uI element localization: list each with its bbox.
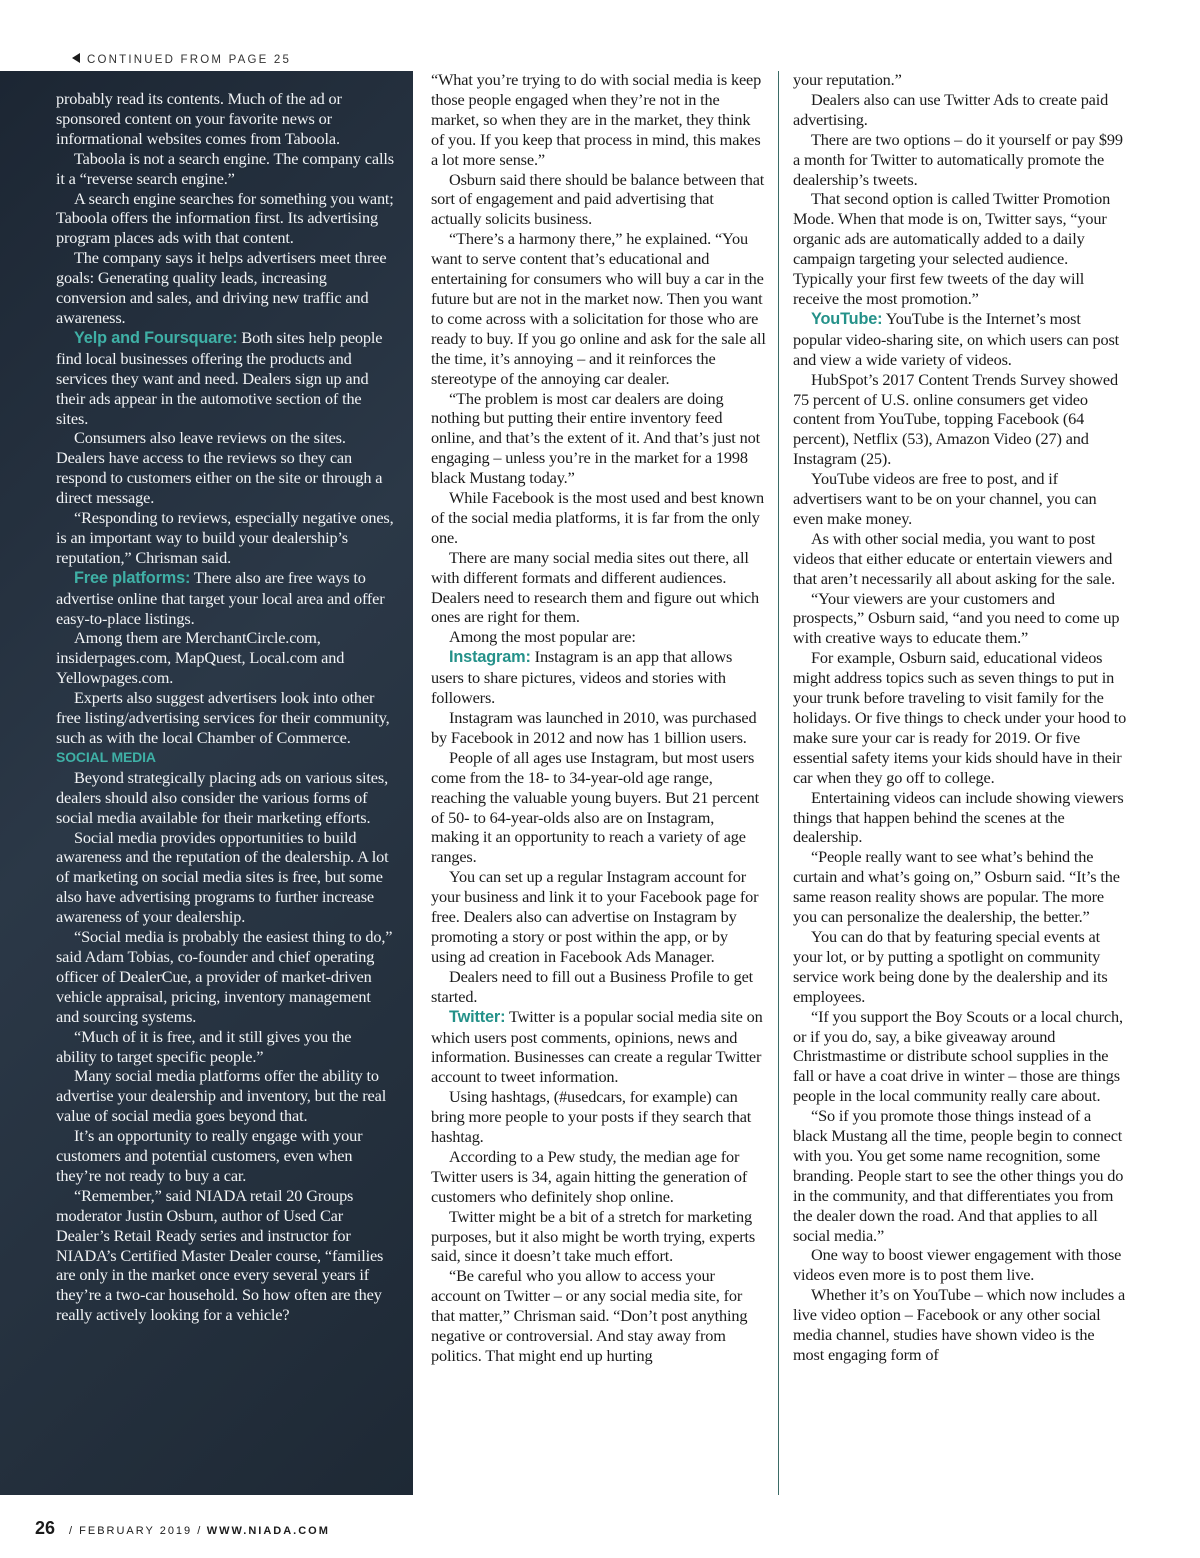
issue-date: / FEBRUARY 2019 /: [69, 1525, 203, 1537]
paragraph-text: “People really want to see what’s behind the curtain and what’s going on,” Osburn said. “It’s the same reason reality shows are popular. The more you can personalize the dealership, the better.”: [793, 847, 1120, 927]
paragraph: [56, 828, 394, 928]
paragraph: [793, 1007, 1129, 1107]
paragraph: [431, 170, 766, 230]
paragraph: [793, 70, 1129, 90]
paragraph: [793, 589, 1129, 649]
paragraph: [56, 688, 394, 748]
paragraph-text: For example, Osburn said, educational videos might address topics such as seven things to put in your trunk before traveling to visit family for the holidays. Or five things to check under your hood to make sure your car is ready for 2019. Or five essential safety items your kids should have in their car when they go off to college.: [793, 648, 1127, 787]
paragraph-text: “Be careful who you allow to access your account on Twitter – or any social media site, for that matter,” Chrisman said. “Don’t post anything negative or controversial. And stay away from politics. That might end up hurting: [431, 1266, 748, 1365]
paragraph: [56, 149, 394, 189]
paragraph-text: your reputation.”: [793, 70, 902, 89]
paragraph: [793, 788, 1129, 848]
paragraph: [793, 309, 1129, 370]
continued-text: CONTINUED FROM PAGE 25: [87, 54, 292, 66]
run-in-heading: YouTube:: [811, 309, 883, 328]
paragraph-text: Twitter might be a bit of a stretch for marketing purposes, but it also might be worth trying, experts said, since it doesn’t take much effort.: [431, 1206, 756, 1266]
paragraph: [793, 130, 1129, 190]
paragraph: [56, 628, 394, 688]
paragraph-text: “Remember,” said NIADA retail 20 Groups moderator Justin Osburn, author of Used Car Dealer’s Retail Ready series and instructor for NIADA’s Certified Master Dealer course, “families are only in the market once every several years if they’re a two-car household. So how often are they really actively looking for a vehicle?: [56, 1185, 384, 1325]
paragraph: [793, 370, 1129, 470]
paragraph: [56, 428, 394, 508]
website-url[interactable]: WWW.NIADA.COM: [206, 1525, 330, 1537]
paragraph-text: Among them are MerchantCircle.com, insiderpages.com, MapQuest, Local.com and Yellowpages.com.: [56, 628, 345, 688]
paragraph: [793, 1106, 1129, 1245]
article-column-3: [793, 70, 1129, 1365]
continued-from-label: [72, 53, 291, 66]
column-1-part-2: [56, 768, 394, 1325]
paragraph-text: One way to boost viewer engagement with those videos even more is to post them live.: [793, 1245, 1122, 1285]
paragraph: [56, 927, 394, 1027]
paragraph: [56, 89, 394, 149]
paragraph-text: You can set up a regular Instagram account for your business and link it to your Facebook page for free. Dealers also can advertise on Instagram by promoting a story or post within the app, or by using ad creation in Facebook Ads Manager.: [431, 867, 759, 966]
paragraph-text: There are two options – do it yourself or pay $99 a month for Twitter to automatically promote the dealership’s tweets.: [793, 129, 1123, 189]
paragraph-text: While Facebook is the most used and best known of the social media platforms, it is far from the only one.: [431, 488, 765, 547]
paragraph-text: HubSpot’s 2017 Content Trends Survey showed 75 percent of U.S. online consumers get video content from YouTube, topping Facebook (64 percent), Netflix (53), Amazon Video (27) and Instagram (25).: [793, 369, 1118, 469]
paragraph-text: There also are free ways to advertise online that target your local area and offer easy-to-place listings.: [56, 567, 385, 628]
paragraph-text: There are many social media sites out there, all with different formats and different audiences. Dealers need to research them and figure out which ones are right for them.: [431, 547, 759, 627]
paragraph: [793, 90, 1129, 130]
paragraph-text: Social media provides opportunities to build awareness and the reputation of the dealership. A lot of marketing on social media sites is free, but some also have advertising programs to further increase awareness of your dealership.: [56, 827, 389, 927]
paragraph-text: YouTube videos are free to post, and if advertisers want to be on your channel, you can even make money.: [793, 469, 1097, 528]
paragraph-text: Using hashtags, (#usedcars, for example) can bring more people to your posts if they search that hashtag.: [431, 1087, 752, 1147]
paragraph: [56, 508, 394, 568]
paragraph: [431, 1147, 766, 1207]
paragraph: [431, 1207, 766, 1267]
paragraph: [431, 1266, 766, 1366]
paragraph: [431, 1087, 766, 1147]
paragraph-text: YouTube is the Internet’s most popular video-sharing site, on which users can post and view a wide variety of videos.: [793, 308, 1120, 369]
paragraph: [56, 1126, 394, 1186]
paragraph: [56, 1027, 394, 1067]
paragraph-text: Dealers also can use Twitter Ads to create paid advertising.: [793, 89, 1109, 129]
paragraph: [56, 189, 394, 249]
paragraph-text: Osburn said there should be balance between that sort of engagement and paid advertising that actually solicits business.: [431, 169, 765, 229]
paragraph-text: “There’s a harmony there,” he explained. “You want to serve content that’s educational and entertaining for consumers who will buy a car in the future but are not in the market now. Then you want to come across with a solicitation for those who are ready to buy. If you go online and ask for the sale all the time, it’s annoying – and it reinforces the stereotype of the annoying car dealer.: [431, 229, 766, 388]
paragraph-text: Many social media platforms offer the ability to advertise your dealership and inventory, but the real value of social media goes beyond that.: [56, 1066, 387, 1126]
paragraph-text: Instagram is an app that allows users to share pictures, videos and stories with followers.: [431, 647, 733, 708]
paragraph-text: A search engine searches for something you want; Taboola offers the information first. Its advertising program places ads with that content.: [56, 188, 394, 248]
paragraph: [793, 648, 1129, 787]
column-1-part-1: [56, 89, 394, 748]
paragraph-text: “Much of it is free, and it still gives you the ability to target specific people.”: [56, 1026, 352, 1066]
paragraph: [431, 748, 766, 867]
paragraph: [431, 70, 766, 170]
paragraph-text: As with other social media, you want to post videos that either educate or entertain viewers and that aren’t necessarily all about asking for the sale.: [793, 528, 1116, 588]
left-arrow-icon: [72, 53, 80, 63]
paragraph: [793, 529, 1129, 589]
paragraph-text: probably read its contents. Much of the ad or sponsored content on your favorite news or informational websites comes from Taboola.: [56, 89, 342, 148]
run-in-heading: Free platforms:: [74, 568, 191, 587]
paragraph-text: “Social media is probably the easiest thing to do,” said Adam Tobias, co-founder and chief operating officer of DealerCue, a provider of market-driven vehicle appraisal, pricing, inventory management and sourcing systems.: [56, 927, 393, 1026]
paragraph-text: Taboola is not a search engine. The company calls it a “reverse search engine.”: [56, 148, 394, 188]
run-in-heading: Twitter:: [449, 1007, 506, 1026]
paragraph-text: Whether it’s on YouTube – which now includes a live video option – Facebook or any other social media channel, studies have shown video is the most engaging form of: [793, 1285, 1126, 1364]
paragraph-text: Beyond strategically placing ads on various sites, dealers should also consider the various forms of social media available for their marketing efforts.: [56, 767, 388, 827]
paragraph-text: You can do that by featuring special events at your lot, or by putting a spotlight on community service work being done by the dealership and its employees.: [793, 926, 1108, 1006]
paragraph: [431, 867, 766, 967]
paragraph: [793, 1285, 1129, 1365]
paragraph-text: “So if you promote those things instead of a black Mustang all the time, people begin to connect with you. You get some name recognition, some branding. People start to see the other things you do in the community, and that differentiates you from the dealer down the road. And that applies to all social media.”: [793, 1106, 1124, 1245]
paragraph-text: Both sites help people find local businesses offering the products and services they want and need. Dealers sign up and their ads appear in the automotive section of the sites.: [56, 327, 383, 428]
paragraph-text: People of all ages use Instagram, but most users come from the 18- to 34-year-old age range, reaching the valuable young buyers. But 21 percent of 50- to 64-year-olds also are on Instagram, making it an opportunity to reach a variety of age ranges.: [431, 747, 759, 867]
section-heading-social-media: SOCIAL MEDIA: [56, 748, 156, 765]
paragraph-text: It’s an opportunity to really engage with your customers and potential customers, even when they’re not ready to buy a car.: [56, 1126, 363, 1185]
paragraph: [431, 1007, 766, 1088]
paragraph: [431, 627, 766, 647]
paragraph: [431, 708, 766, 748]
paragraph-text: “Your viewers are your customers and prospects,” Osburn said, “and you need to come up with creative ways to educate them.”: [793, 588, 1120, 648]
paragraph-text: Consumers also leave reviews on the sites. Dealers have access to the reviews so they can respond to customers either on the site or through a direct message.: [56, 428, 383, 508]
page-footer: [35, 1518, 330, 1539]
paragraph: [793, 847, 1129, 927]
paragraph: [431, 229, 766, 388]
paragraph: [56, 1186, 394, 1325]
paragraph-text: Instagram was launched in 2010, was purchased by Facebook in 2012 and now has 1 billion users.: [431, 708, 757, 747]
article-column-1: [56, 89, 394, 1325]
paragraph: [56, 568, 394, 629]
paragraph-text: Entertaining videos can include showing viewers things that happen behind the scenes at the dealership.: [793, 787, 1124, 847]
paragraph: [431, 389, 766, 489]
run-in-heading: Instagram:: [449, 648, 531, 667]
paragraph-text: The company says it helps advertisers meet three goals: Generating quality leads, increasing conversion and sales, and driving new traffic and awareness.: [56, 248, 387, 327]
paragraph-text: That second option is called Twitter Promotion Mode. When that mode is on, Twitter says, “your organic ads are automatically added to a daily campaign targeting your selected audience. Typically your first few tweets of the day will receive the most promotion.”: [793, 189, 1111, 308]
run-in-heading: Yelp and Foursquare:: [74, 328, 238, 347]
paragraph: [793, 189, 1129, 308]
paragraph-text: “Responding to reviews, especially negative ones, is an important way to build your dealership’s reputation,” Chrisman said.: [56, 508, 394, 567]
paragraph-text: Dealers need to fill out a Business Profile to get started.: [431, 966, 754, 1006]
paragraph-text: Experts also suggest advertisers look into other free listing/advertising services for their community, such as with the local Chamber of Commerce.: [56, 688, 390, 747]
paragraph-text: “If you support the Boy Scouts or a local church, or if you do, say, a bike giveaway around Christmastime or distribute school supplies in the fall or have a coat drive in winter – those are things people in the local community really care about.: [793, 1006, 1123, 1106]
paragraph: [56, 248, 394, 328]
paragraph-text: According to a Pew study, the median age for Twitter users is 34, again hitting the generation of customers who definitely shop online.: [431, 1146, 748, 1206]
paragraph: [56, 328, 394, 429]
paragraph: [431, 488, 766, 548]
paragraph: [793, 1245, 1129, 1285]
paragraph: [56, 1066, 394, 1126]
paragraph-text: Among the most popular are:: [449, 627, 636, 647]
paragraph-text: “The problem is most car dealers are doing nothing but putting their entire inventory feed online, and that’s the extent of it. And that’s just not engaging – unless you’re in the market for a 1998 black Mustang today.”: [431, 388, 760, 488]
article-column-2: [431, 70, 766, 1366]
paragraph: [431, 647, 766, 708]
paragraph: [431, 967, 766, 1007]
paragraph: [56, 768, 394, 828]
paragraph: [793, 927, 1129, 1007]
paragraph: [793, 469, 1129, 529]
page-number: 26: [35, 1518, 56, 1538]
paragraph: [431, 548, 766, 628]
paragraph-text: Twitter is a popular social media site on which users post comments, opinions, news and information. Businesses can create a regular Twitter account to tweet information.: [431, 1006, 763, 1087]
column-divider: [778, 71, 779, 1495]
paragraph-text: “What you’re trying to do with social media is keep those people engaged when they’re not in the market, so when they are in the market, they think of you. If you keep that process in mind, this makes a lot more sense.”: [431, 70, 762, 169]
